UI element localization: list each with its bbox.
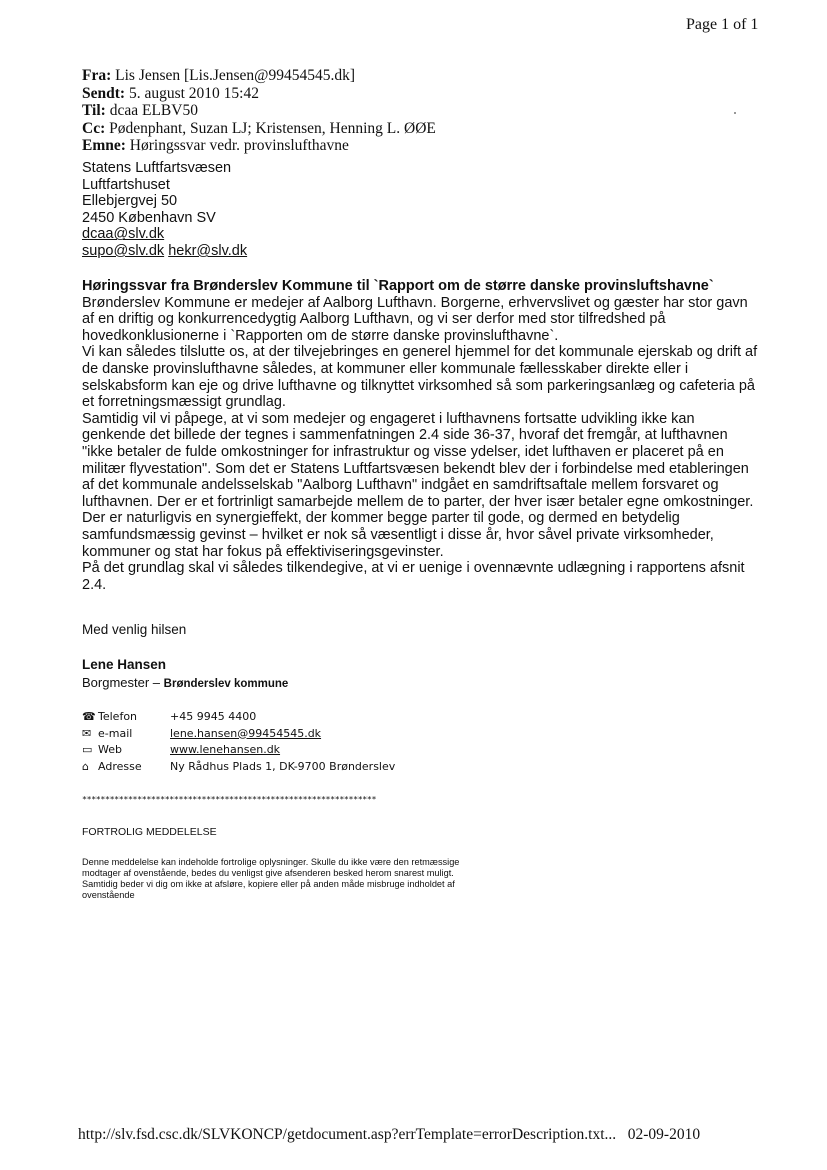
signature-role bbox=[82, 675, 288, 690]
subject-value: Høringssvar vedr. provinslufthavne bbox=[129, 137, 349, 154]
contact-web-row bbox=[82, 742, 395, 759]
paragraph-2: Vi kan således tilslutte os, at der tilvejebringes en generel hjemmel for det kommunale ejerskab og drift af de danske provinslufthavne således, at kommuner eller kommunale fællesskaber direkte eller i selskabsform kan eje og drive lufthavne og tilknyttet virksomhed så som parkeringsanlæg og cafeteria på et forretningsmæssigt grundlag. bbox=[82, 344, 758, 411]
sent-label: Sendt: bbox=[82, 84, 126, 102]
email-link-dcaa[interactable]: dcaa@slv.dk bbox=[82, 226, 165, 243]
to-label: Til: bbox=[82, 102, 106, 119]
scan-speck bbox=[734, 112, 736, 114]
subject-row bbox=[82, 137, 436, 155]
address-icon: ⌂ bbox=[82, 759, 89, 773]
phone-value: +45 9945 4400 bbox=[170, 710, 257, 723]
address-line-2: Luftfartshuset bbox=[82, 176, 170, 193]
email-label: e-mail bbox=[98, 726, 133, 740]
from-label: Fra: bbox=[82, 67, 112, 84]
confidential-title: FORTROLIG MEDDELELSE bbox=[82, 826, 217, 838]
contact-phone-row bbox=[82, 709, 395, 726]
closing-greeting: Med venlig hilsen bbox=[82, 622, 187, 637]
separator-line: **************************************************************** bbox=[82, 794, 377, 804]
address-line-1: Statens Luftfartsvæsen bbox=[82, 160, 232, 176]
contact-web-link[interactable]: www.lenehansen.dk bbox=[170, 743, 281, 756]
from-row bbox=[82, 67, 436, 85]
address-line-4: 2450 København SV bbox=[82, 209, 216, 226]
computer-icon: ▭ bbox=[82, 743, 93, 756]
email-header bbox=[82, 67, 436, 155]
letter-body bbox=[82, 278, 762, 593]
phone-label: Telefon bbox=[98, 710, 138, 723]
contact-block bbox=[82, 709, 395, 775]
signature-title: Borgmester – bbox=[82, 675, 161, 690]
subject-label: Emne: bbox=[82, 137, 126, 154]
cc-label: Cc: bbox=[82, 119, 106, 137]
telephone-icon: ☎ bbox=[82, 710, 96, 723]
address-label: Adresse bbox=[98, 759, 142, 773]
address-value: Ny Rådhus Plads 1, DK-9700 Brønderslev bbox=[170, 759, 396, 773]
letter-title: Høringssvar fra Brønderslev Kommune til `Rapport om de større danske provinsluftshavne` bbox=[82, 278, 714, 294]
contact-address-row bbox=[82, 759, 395, 776]
from-value: Lis Jensen [Lis.Jensen@99454545.dk] bbox=[115, 67, 355, 84]
envelope-icon: ✉ bbox=[82, 726, 92, 740]
paragraph-1: Brønderslev Kommune er medejer af Aalborg Lufthavn. Borgerne, erhvervslivet og gæster har stor gavn af en driftig og konkurrencedygtig Aalborg Lufthavn, og vi ser derfor med stor tilfredshed på hovedkonklusionerne i `Rapporten om de større danske provinslufthavne`. bbox=[82, 294, 748, 344]
address-line-3: Ellebjergvej 50 bbox=[82, 193, 178, 210]
recipient-address bbox=[82, 160, 247, 260]
footer-date: 02-09-2010 bbox=[627, 1126, 701, 1143]
sent-value: 5. august 2010 15:42 bbox=[128, 84, 259, 102]
page-footer bbox=[78, 1126, 700, 1144]
cc-value: Pødenphant, Suzan LJ; Kristensen, Henning L. ØØE bbox=[109, 119, 436, 137]
sent-row bbox=[82, 85, 436, 103]
to-row bbox=[82, 102, 436, 120]
paragraph-3: Samtidig vil vi påpege, at vi som medejer og engageret i lufthavnens fortsatte udvikling ikke kan genkende det billede der tegnes i sammenfatningen 2.4 side 36-37, hvoraf det fremgår, at lufthavnen "ikke betaler de fulde omkostninger for infrastruktur og visse ydelser, idet lufthaven er placeret på en militær flyvestation". Som det er Statens Luftfartsvæsen bekendt blev der i forbindelse med etableringen af det kommunale andelsselskab "Aalborg Lufthavn" indgået en samdriftsaftale mellem forsvaret og lufthavnen. Der er et fortrinligt samarbejde mellem de to parter, der hver især betaler egne omkostninger. Der er naturligvis en synergieffekt, der kommer begge parter til gode, og dermed en betydelig samfundsmæssig gevinst – hvilket er nok så væsentligt i disse år, hvor såvel private virksomheder, kommuner og stat har fokus på effektiviseringsgevinster. bbox=[82, 410, 754, 560]
footer-url: http://slv.fsd.csc.dk/SLVKONCP/getdocument.asp?errTemplate=errorDescription.txt... bbox=[78, 1126, 617, 1143]
confidential-text: Denne meddelelse kan indeholde fortrolige oplysninger. Skulle du ikke være den retmæssige modtager af ovenstående, bedes du venligst give afsenderen besked herom snarest muligt. Samtidig beder vi dig om ikke at afsløre, kopiere eller på anden måde misbruge indholdet af ovenstående bbox=[82, 857, 460, 900]
cc-row bbox=[82, 120, 436, 138]
email-link-supo[interactable]: supo@slv.dk bbox=[82, 242, 165, 259]
signature-org: Brønderslev kommune bbox=[163, 678, 289, 690]
web-label: Web bbox=[98, 743, 122, 756]
to-value: dcaa ELBV50 bbox=[109, 102, 198, 119]
contact-email-link[interactable]: lene.hansen@99454545.dk bbox=[170, 726, 322, 740]
contact-email-row bbox=[82, 726, 395, 743]
paragraph-4: På det grundlag skal vi således tilkendegive, at vi er uenige i ovennævnte udlægning i rapportens afsnit 2.4. bbox=[82, 560, 745, 593]
email-link-hekr[interactable]: hekr@slv.dk bbox=[168, 242, 248, 259]
signature-name: Lene Hansen bbox=[82, 657, 167, 672]
page-number: Page 1 of 1 bbox=[686, 16, 759, 33]
